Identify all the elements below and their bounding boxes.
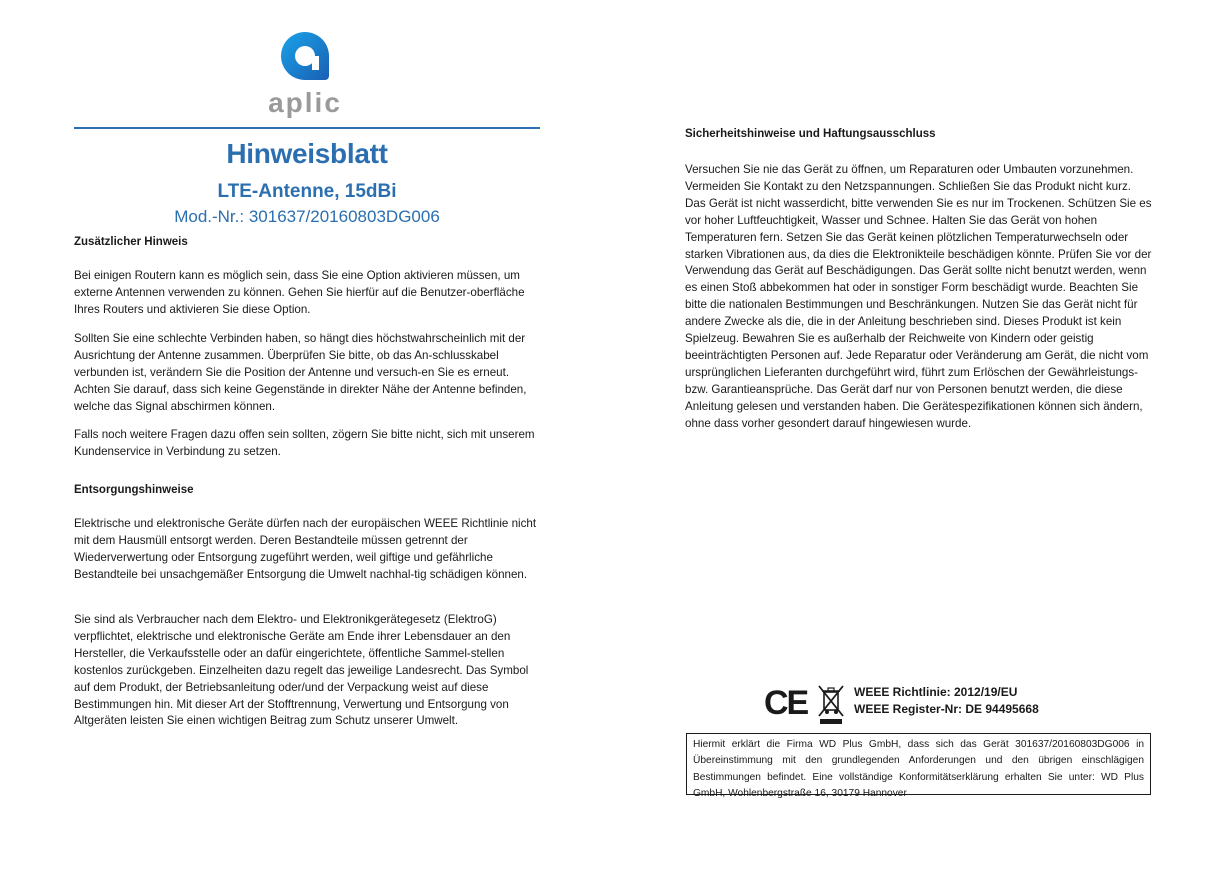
paragraph-electrog: Sie sind als Verbraucher nach dem Elektro- und Elektronikgerätegesetz (ElektroG) verpflichtet, elektrische und elektronische Geräte am Ende ihrer Lebensdauer an den Hersteller, die Verkaufsstelle oder an dafür eingerichtete, öffentliche Sammel-stellen kostenlos zurückgeben. Einzelheiten dazu regelt das jeweilige Landesrecht. Das Symbol auf dem Produkt, der Betriebsanleitung oder/und der Verpackung weist auf diese Bestimmungen hin. Mit dieser Art der Stofftrennung, Verwertung und Entsorgung von Altgeräten leisten Sie einen wichtigen Beitrag zum Schutz unserer Umwelt.: [74, 613, 529, 728]
header-rule: [74, 127, 540, 129]
weee-register-number: WEEE Register-Nr: DE 94495668: [854, 702, 1039, 716]
paragraph-weee: Elektrische und elektronische Geräte dürfen nach der europäischen WEEE Richtlinie nicht mit dem Hausmüll entsorgt werden. Deren Bestandteile müssen getrennt der Wiederverwertung oder Entsorgung zugeführt werden, weil giftige und gefährliche Bestandteile bei unsachgemäßer Entsorgung die Umwelt nachhal-tig schädigen können.: [74, 517, 537, 581]
aplic-logo: [255, 30, 355, 120]
paragraph-connection: Sollten Sie eine schlechte Verbinden haben, so hängt dies höchstwahrscheinlich mit der Ausrichtung der Antenne zusammen. Überprüfen Sie bitte, ob das An-schlusskabel verbunden ist, verändern Sie die Position der Antenne und versuch-en Sie es erneut. Achten Sie darauf, dass sich keine Gegenstände in direkter Nähe der Antenne befinden, welche das Signal abschirmen können.: [74, 332, 527, 413]
model-number: Mod.-Nr.: 301637/20160803DG006: [174, 207, 440, 226]
paragraph-router-option: Bei einigen Routern kann es möglich sein, dass Sie eine Option aktivieren müssen, um externe Antennen verwenden zu können. Gehen Sie hierfür auf die Benutzer-oberfläche Ihres Routers und aktivieren Sie diese Option.: [74, 269, 525, 316]
section-heading-additional-note: Zusätzlicher Hinweis: [74, 236, 188, 248]
conformity-declaration-box: Hiermit erklärt die Firma WD Plus GmbH, dass sich das Gerät 301637/20160803DG006 in Übereinstimmung mit den grundlegenden Anforderungen und den übrigen einschlägigen Bestimmungen befindet. Eine vollständige Konformitätserklärung erhalten Sie unter: WD Plus GmbH, Wohlenbergstraße 16, 30179 Hannover: [686, 733, 1151, 795]
page-title: Hinweisblatt: [226, 138, 388, 169]
paragraph-safety: Versuchen Sie nie das Gerät zu öffnen, um Reparaturen oder Umbauten vorzunehmen. Vermeiden Sie Kontakt zu den Netzspannungen. Schließen Sie das Produkt nicht kurz. Das Gerät ist nicht wasserdicht, bitte verwenden Sie es nur im Trockenen. Schützen Sie es vor hoher Luftfeuchtigkeit, Wasser und Schnee. Halten Sie das Gerät von hohen Temperaturen fern. Setzen Sie das Gerät keinen plötzlichen Temperaturwechseln oder starken Vibrationen aus, da dies die Elektronikteile beschädigen könnte. Prüfen Sie vor der Verwendung das Gerät auf Beschädigungen. Das Gerät sollte nicht benutzt werden, wenn es einen Stoß abbekommen hat oder in sonstiger Form beschädigt wurde. Beachten Sie bitte die nationalen Bestimmungen und Beschränkungen. Nutzen Sie das Gerät nicht für andere Zwecke als die, die in der Anleitung beschrieben sind. Dieses Produkt ist kein Spielzeug. Bewahren Sie es außerhalb der Reichweite von Kindern oder geistig beeinträchtigten Personen auf. Jede Reparatur oder Veränderung am Gerät, die nicht vom ursprünglichen Lieferanten durchgeführt wird, führt zum Erlöschen der Gewährleistungs- bzw. Garantieansprüche. Das Gerät darf nur von Personen benutzt werden, die diese Anleitung gelesen und verstanden haben. Die Gerätespezifikationen können sich ändern, ohne dass vorher gesondert darauf hingewiesen wurde.: [685, 163, 1152, 430]
weee-crossed-bin-icon: [817, 683, 845, 725]
section-heading-disposal: Entsorgungshinweise: [74, 484, 194, 496]
section-heading-safety: Sicherheitshinweise und Haftungsausschluss: [685, 128, 936, 140]
paragraph-customer-service: Falls noch weitere Fragen dazu offen sein sollten, zögern Sie bitte nicht, sich mit unserem Kundenservice in Verbindung zu setzen.: [74, 428, 535, 458]
logo-wordmark: aplic: [268, 87, 342, 118]
ce-mark-icon: CE: [764, 684, 808, 722]
product-subtitle: LTE-Antenne, 15dBi: [217, 181, 397, 202]
weee-directive: WEEE Richtlinie: 2012/19/EU: [854, 685, 1018, 699]
